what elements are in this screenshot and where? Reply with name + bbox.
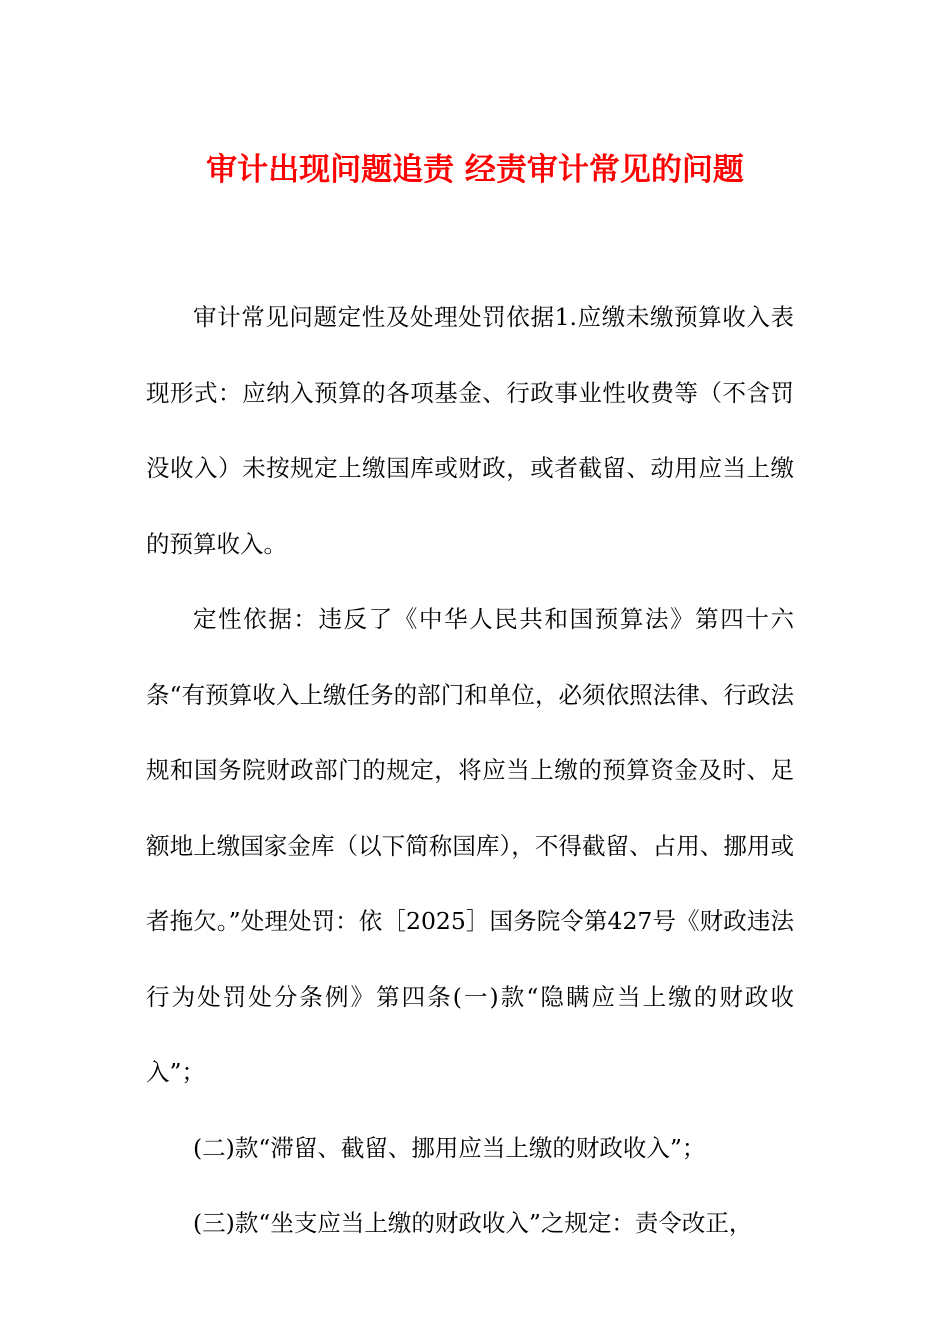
- paragraph-2: 定性依据：违反了《中华人民共和国预算法》第四十六条“有预算收入上缴任务的部门和单位，必须依照法律、行政法规和国务院财政部门的规定，将应当上缴的预算资金及时、足额地上缴国家金库（以下简称国库），不得截留、占用、挪用或者拖欠。”处理处罚：依［2025］国务院令第427号《财政违法行为处罚处分条例》第四条(一)款“隐瞒应当上缴的财政收入”；: [146, 605, 794, 1086]
- document-body: [146, 280, 794, 1262]
- document-title: 审计出现问题追责 经责审计常见的问题: [206, 152, 744, 188]
- paragraph-4: (三)款“坐支应当上缴的财政收入”之规定：责令改正，: [193, 1209, 753, 1237]
- paragraph-1: 审计常见问题定性及处理处罚依据1.应缴未缴预算收入表现形式：应纳入预算的各项基金、行政事业性收费等（不含罚没收入）未按规定上缴国库或财政，或者截留、动用应当上缴的预算收入。: [146, 303, 794, 558]
- paragraph-3: (二)款“滞留、截留、挪用应当上缴的财政收入”；: [193, 1133, 706, 1162]
